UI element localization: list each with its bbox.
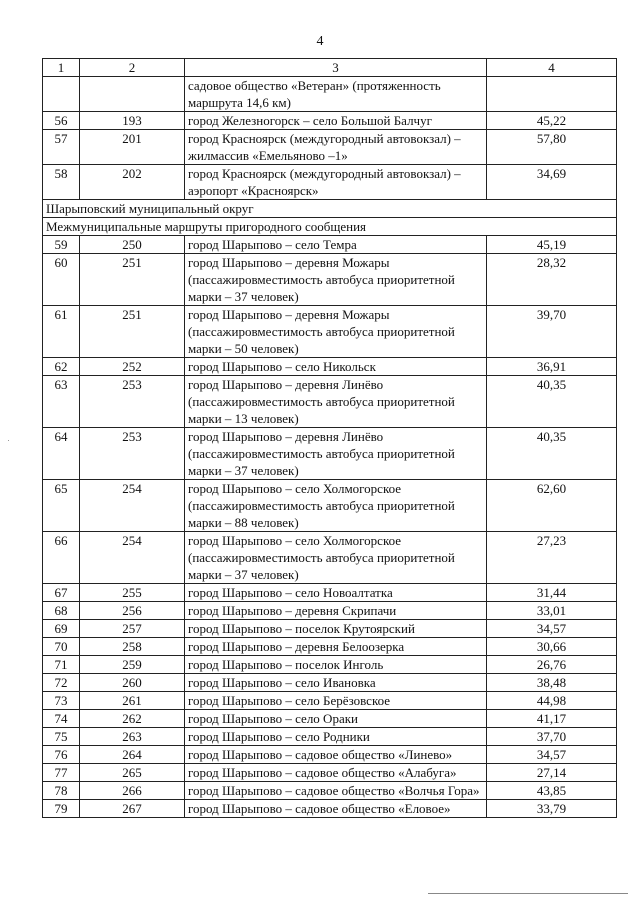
route-number: 202 [80, 165, 185, 200]
tariff-value: 33,79 [487, 800, 617, 818]
tariff-value: 37,70 [487, 728, 617, 746]
table-row [43, 358, 617, 376]
tariff-value: 33,01 [487, 602, 617, 620]
route-number: 264 [80, 746, 185, 764]
route-number: 261 [80, 692, 185, 710]
route-name: город Шарыпово – поселок Крутоярский [185, 620, 487, 638]
route-number: 258 [80, 638, 185, 656]
route-name: город Красноярск (междугородный автовокзал) – жилмассив «Емельяново –1» [185, 130, 487, 165]
tariff-value: 31,44 [487, 584, 617, 602]
tariff-value: 62,60 [487, 480, 617, 532]
route-number: 253 [80, 428, 185, 480]
row-number: 66 [43, 532, 80, 584]
table-row [43, 800, 617, 818]
column-header-1: 1 [43, 59, 80, 77]
row-number: 61 [43, 306, 80, 358]
tariff-value: 27,23 [487, 532, 617, 584]
row-number: 60 [43, 254, 80, 306]
row-number: 57 [43, 130, 80, 165]
table-row [43, 764, 617, 782]
table-row [43, 782, 617, 800]
row-number: 62 [43, 358, 80, 376]
table-row [43, 692, 617, 710]
table-row [43, 674, 617, 692]
route-number: 257 [80, 620, 185, 638]
header-row [43, 59, 617, 77]
tariff-value: 26,76 [487, 656, 617, 674]
route-name: садовое общество «Ветеран» (протяженность маршрута 14,6 км) [185, 77, 487, 112]
tariff-value: 36,91 [487, 358, 617, 376]
tariff-value: 34,57 [487, 620, 617, 638]
table-row [43, 130, 617, 165]
tariff-value: 28,32 [487, 254, 617, 306]
row-number: 76 [43, 746, 80, 764]
route-name: город Шарыпово – село Темра [185, 236, 487, 254]
row-number: 72 [43, 674, 80, 692]
route-name: город Шарыпово – село Ораки [185, 710, 487, 728]
route-name: город Красноярск (междугородный автовокзал) – аэропорт «Красноярск» [185, 165, 487, 200]
route-number: 251 [80, 306, 185, 358]
route-name: город Шарыпово – садовое общество «Линево» [185, 746, 487, 764]
route-number: 255 [80, 584, 185, 602]
route-name: город Шарыпово – село Новоалтатка [185, 584, 487, 602]
route-number: 262 [80, 710, 185, 728]
route-name: город Шарыпово – село Холмогорское (пассажировместимость автобуса приоритетной марки – 88 человек) [185, 480, 487, 532]
route-number: 253 [80, 376, 185, 428]
table-row [43, 656, 617, 674]
route-name: город Шарыпово – деревня Скрипачи [185, 602, 487, 620]
table-row [43, 728, 617, 746]
tariff-value: 44,98 [487, 692, 617, 710]
tariff-value: 34,69 [487, 165, 617, 200]
route-name: город Железногорск – село Большой Балчуг [185, 112, 487, 130]
table-header [43, 59, 617, 77]
route-number: 250 [80, 236, 185, 254]
route-number: 254 [80, 532, 185, 584]
route-number: 260 [80, 674, 185, 692]
tariff-value: 45,19 [487, 236, 617, 254]
row-number [43, 77, 80, 112]
row-number: 65 [43, 480, 80, 532]
margin-mark [8, 440, 9, 441]
route-name: город Шарыпово – деревня Можары (пассажировместимость автобуса приоритетной марки – 37 человек) [185, 254, 487, 306]
column-header-3: 3 [185, 59, 487, 77]
tariff-value: 38,48 [487, 674, 617, 692]
route-number: 259 [80, 656, 185, 674]
column-header-2: 2 [80, 59, 185, 77]
route-name: город Шарыпово – садовое общество «Еловое» [185, 800, 487, 818]
route-name: город Шарыпово – садовое общество «Алабуга» [185, 764, 487, 782]
scan-artifact [428, 893, 628, 894]
table-body [43, 77, 617, 818]
page-number: 4 [316, 34, 324, 49]
route-number: 254 [80, 480, 185, 532]
row-number: 78 [43, 782, 80, 800]
route-name: город Шарыпово – село Родники [185, 728, 487, 746]
route-number: 252 [80, 358, 185, 376]
row-number: 69 [43, 620, 80, 638]
table-row [43, 710, 617, 728]
route-number: 193 [80, 112, 185, 130]
row-number: 68 [43, 602, 80, 620]
row-number: 79 [43, 800, 80, 818]
route-name: город Шарыпово – деревня Линёво (пассажировместимость автобуса приоритетной марки – 37 человек) [185, 428, 487, 480]
table-row [43, 306, 617, 358]
route-name: город Шарыпово – село Холмогорское (пассажировместимость автобуса приоритетной марки – 37 человек) [185, 532, 487, 584]
tariff-value: 27,14 [487, 764, 617, 782]
route-number: 263 [80, 728, 185, 746]
route-name: город Шарыпово – садовое общество «Волчья Гора» [185, 782, 487, 800]
route-number: 265 [80, 764, 185, 782]
row-number: 71 [43, 656, 80, 674]
table-row [43, 532, 617, 584]
row-number: 58 [43, 165, 80, 200]
tariff-value: 45,22 [487, 112, 617, 130]
route-number: 266 [80, 782, 185, 800]
route-number [80, 77, 185, 112]
route-name: город Шарыпово – деревня Белоозерка [185, 638, 487, 656]
table-row [43, 746, 617, 764]
row-number: 73 [43, 692, 80, 710]
route-name: город Шарыпово – село Никольск [185, 358, 487, 376]
route-number: 251 [80, 254, 185, 306]
column-header-4: 4 [487, 59, 617, 77]
route-name: город Шарыпово – село Ивановка [185, 674, 487, 692]
row-number: 70 [43, 638, 80, 656]
row-number: 56 [43, 112, 80, 130]
table-row [43, 77, 617, 112]
row-number: 59 [43, 236, 80, 254]
section-row [43, 218, 617, 236]
tariff-table [42, 58, 617, 818]
section-row [43, 200, 617, 218]
row-number: 77 [43, 764, 80, 782]
route-name: город Шарыпово – деревня Можары (пассажировместимость автобуса приоритетной марки – 50 человек) [185, 306, 487, 358]
table-row [43, 620, 617, 638]
route-number: 256 [80, 602, 185, 620]
row-number: 67 [43, 584, 80, 602]
tariff-value: 39,70 [487, 306, 617, 358]
route-name: город Шарыпово – деревня Линёво (пассажировместимость автобуса приоритетной марки – 13 человек) [185, 376, 487, 428]
table-row [43, 165, 617, 200]
route-name: город Шарыпово – поселок Инголь [185, 656, 487, 674]
tariff-value: 40,35 [487, 428, 617, 480]
table-row [43, 480, 617, 532]
section-title: Шарыповский муниципальный округ [43, 200, 617, 218]
row-number: 63 [43, 376, 80, 428]
route-number: 267 [80, 800, 185, 818]
table-row [43, 428, 617, 480]
table-row [43, 112, 617, 130]
row-number: 75 [43, 728, 80, 746]
row-number: 74 [43, 710, 80, 728]
tariff-value [487, 77, 617, 112]
table-row [43, 376, 617, 428]
tariff-value: 34,57 [487, 746, 617, 764]
tariff-value: 57,80 [487, 130, 617, 165]
tariff-value: 30,66 [487, 638, 617, 656]
row-number: 64 [43, 428, 80, 480]
route-number: 201 [80, 130, 185, 165]
table-row [43, 236, 617, 254]
route-name: город Шарыпово – село Берёзовское [185, 692, 487, 710]
table-row [43, 602, 617, 620]
section-title: Межмуниципальные маршруты пригородного сообщения [43, 218, 617, 236]
table-row [43, 584, 617, 602]
table-row [43, 638, 617, 656]
tariff-value: 43,85 [487, 782, 617, 800]
table-row [43, 254, 617, 306]
tariff-value: 41,17 [487, 710, 617, 728]
tariff-value: 40,35 [487, 376, 617, 428]
